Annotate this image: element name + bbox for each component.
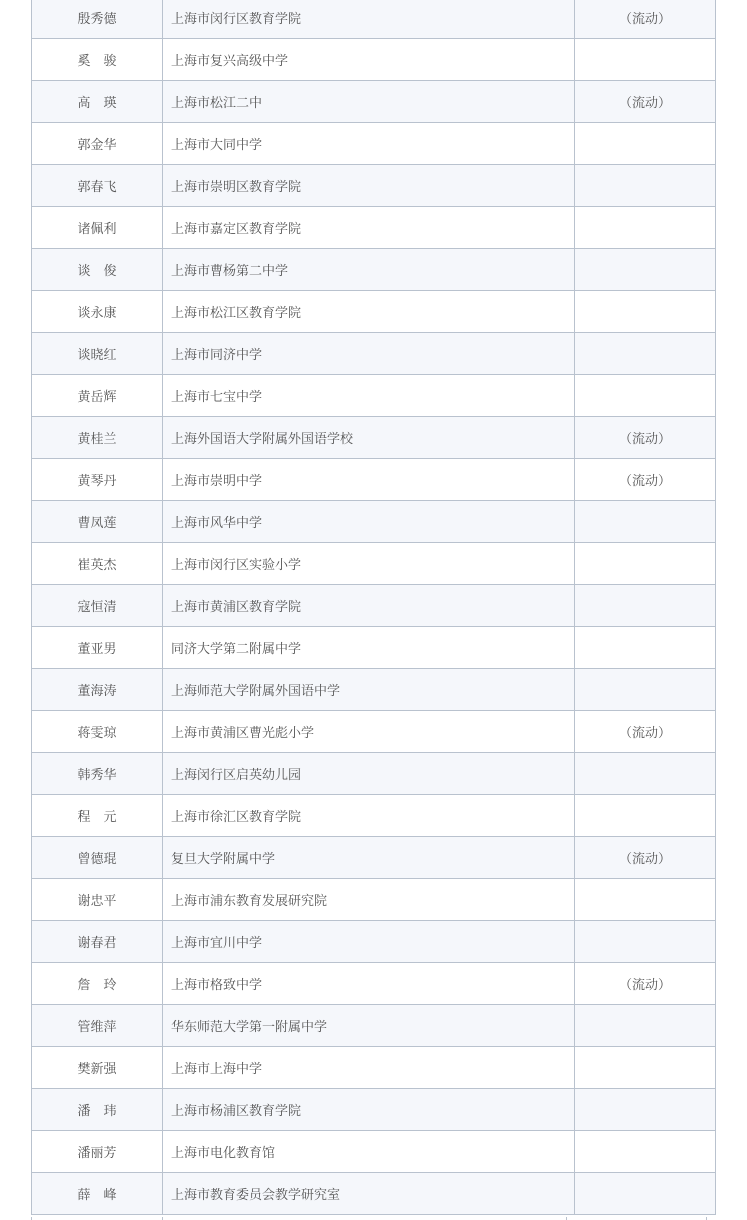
person-name-cell: 薛 峰 <box>32 1173 163 1215</box>
school-cell: 上海市闵行区实验小学 <box>163 543 575 585</box>
note-cell <box>575 543 716 585</box>
roster-table-body <box>32 0 716 1215</box>
note-cell: （流动） <box>575 963 716 1005</box>
person-name-cell: 黄桂兰 <box>32 417 163 459</box>
note-cell <box>575 1005 716 1047</box>
person-name-cell: 郭春飞 <box>32 165 163 207</box>
note-cell: （流动） <box>575 837 716 879</box>
person-name-cell: 诸佩利 <box>32 207 163 249</box>
note-cell <box>575 921 716 963</box>
table-row <box>32 921 716 963</box>
table-row <box>32 711 716 753</box>
note-cell <box>575 1047 716 1089</box>
note-cell <box>575 375 716 417</box>
school-cell: 上海市上海中学 <box>163 1047 575 1089</box>
note-cell <box>575 1173 716 1215</box>
school-cell: 上海市闵行区教育学院 <box>163 0 575 39</box>
table-row <box>32 669 716 711</box>
table-row <box>32 837 716 879</box>
table-row <box>32 375 716 417</box>
person-name-cell: 管维萍 <box>32 1005 163 1047</box>
school-cell: 上海外国语大学附属外国语学校 <box>163 417 575 459</box>
table-row <box>32 39 716 81</box>
school-cell: 上海市宜川中学 <box>163 921 575 963</box>
person-name-cell: 谈晓红 <box>32 333 163 375</box>
person-name-cell: 潘丽芳 <box>32 1131 163 1173</box>
table-row <box>32 81 716 123</box>
note-cell <box>575 249 716 291</box>
table-row <box>32 165 716 207</box>
table-row <box>32 333 716 375</box>
table-row <box>32 417 716 459</box>
person-name-cell: 韩秀华 <box>32 753 163 795</box>
table-row <box>32 795 716 837</box>
school-cell: 上海市黄浦区教育学院 <box>163 585 575 627</box>
note-cell <box>575 627 716 669</box>
note-cell <box>575 123 716 165</box>
table-row <box>32 879 716 921</box>
school-cell: 上海市徐汇区教育学院 <box>163 795 575 837</box>
school-cell: 上海市七宝中学 <box>163 375 575 417</box>
note-cell <box>575 333 716 375</box>
person-name-cell: 曹凤莲 <box>32 501 163 543</box>
person-name-cell: 谢春君 <box>32 921 163 963</box>
roster-table-container <box>31 0 707 1215</box>
note-cell <box>575 795 716 837</box>
school-cell: 上海市黄浦区曹光彪小学 <box>163 711 575 753</box>
note-cell: （流动） <box>575 81 716 123</box>
person-name-cell: 曾德琨 <box>32 837 163 879</box>
table-row <box>32 543 716 585</box>
person-name-cell: 程 元 <box>32 795 163 837</box>
table-row <box>32 501 716 543</box>
note-cell <box>575 1131 716 1173</box>
table-row <box>32 1047 716 1089</box>
school-cell: 上海市教育委员会教学研究室 <box>163 1173 575 1215</box>
person-name-cell: 奚 骏 <box>32 39 163 81</box>
person-name-cell: 谈 俊 <box>32 249 163 291</box>
table-row <box>32 207 716 249</box>
table-row <box>32 585 716 627</box>
school-cell: 上海闵行区启英幼儿园 <box>163 753 575 795</box>
note-cell <box>575 39 716 81</box>
school-cell: 上海市崇明区教育学院 <box>163 165 575 207</box>
note-cell <box>575 669 716 711</box>
school-cell: 上海市同济中学 <box>163 333 575 375</box>
person-name-cell: 崔英杰 <box>32 543 163 585</box>
table-row <box>32 123 716 165</box>
school-cell: 上海市格致中学 <box>163 963 575 1005</box>
table-row <box>32 249 716 291</box>
person-name-cell: 黄琴丹 <box>32 459 163 501</box>
school-cell: 复旦大学附属中学 <box>163 837 575 879</box>
table-row <box>32 1173 716 1215</box>
table-row <box>32 627 716 669</box>
table-row <box>32 963 716 1005</box>
person-name-cell: 谈永康 <box>32 291 163 333</box>
person-name-cell: 殷秀德 <box>32 0 163 39</box>
table-row <box>32 753 716 795</box>
person-name-cell: 董亚男 <box>32 627 163 669</box>
school-cell: 上海市大同中学 <box>163 123 575 165</box>
note-cell <box>575 165 716 207</box>
school-cell: 上海市杨浦区教育学院 <box>163 1089 575 1131</box>
school-cell: 上海市电化教育馆 <box>163 1131 575 1173</box>
table-row <box>32 459 716 501</box>
note-cell: （流动） <box>575 417 716 459</box>
school-cell: 上海市嘉定区教育学院 <box>163 207 575 249</box>
table-row <box>32 1005 716 1047</box>
school-cell: 上海市曹杨第二中学 <box>163 249 575 291</box>
person-name-cell: 高 瑛 <box>32 81 163 123</box>
note-cell <box>575 879 716 921</box>
note-cell <box>575 1089 716 1131</box>
table-row <box>32 1131 716 1173</box>
person-name-cell: 谢忠平 <box>32 879 163 921</box>
person-name-cell: 寇恒清 <box>32 585 163 627</box>
note-cell <box>575 585 716 627</box>
note-cell: （流动） <box>575 459 716 501</box>
school-cell: 上海市崇明中学 <box>163 459 575 501</box>
table-row <box>32 0 716 39</box>
note-cell <box>575 753 716 795</box>
person-name-cell: 詹 玲 <box>32 963 163 1005</box>
note-cell <box>575 291 716 333</box>
roster-table <box>31 0 716 1215</box>
table-row <box>32 291 716 333</box>
table-row <box>32 1089 716 1131</box>
school-cell: 上海市风华中学 <box>163 501 575 543</box>
person-name-cell: 潘 玮 <box>32 1089 163 1131</box>
school-cell: 上海市松江区教育学院 <box>163 291 575 333</box>
person-name-cell: 蒋雯琼 <box>32 711 163 753</box>
person-name-cell: 董海涛 <box>32 669 163 711</box>
school-cell: 上海市复兴高级中学 <box>163 39 575 81</box>
person-name-cell: 郭金华 <box>32 123 163 165</box>
school-cell: 上海师范大学附属外国语中学 <box>163 669 575 711</box>
note-cell <box>575 207 716 249</box>
school-cell: 华东师范大学第一附属中学 <box>163 1005 575 1047</box>
school-cell: 同济大学第二附属中学 <box>163 627 575 669</box>
note-cell: （流动） <box>575 0 716 39</box>
note-cell <box>575 501 716 543</box>
school-cell: 上海市松江二中 <box>163 81 575 123</box>
school-cell: 上海市浦东教育发展研究院 <box>163 879 575 921</box>
note-cell: （流动） <box>575 711 716 753</box>
person-name-cell: 黄岳辉 <box>32 375 163 417</box>
person-name-cell: 樊新强 <box>32 1047 163 1089</box>
